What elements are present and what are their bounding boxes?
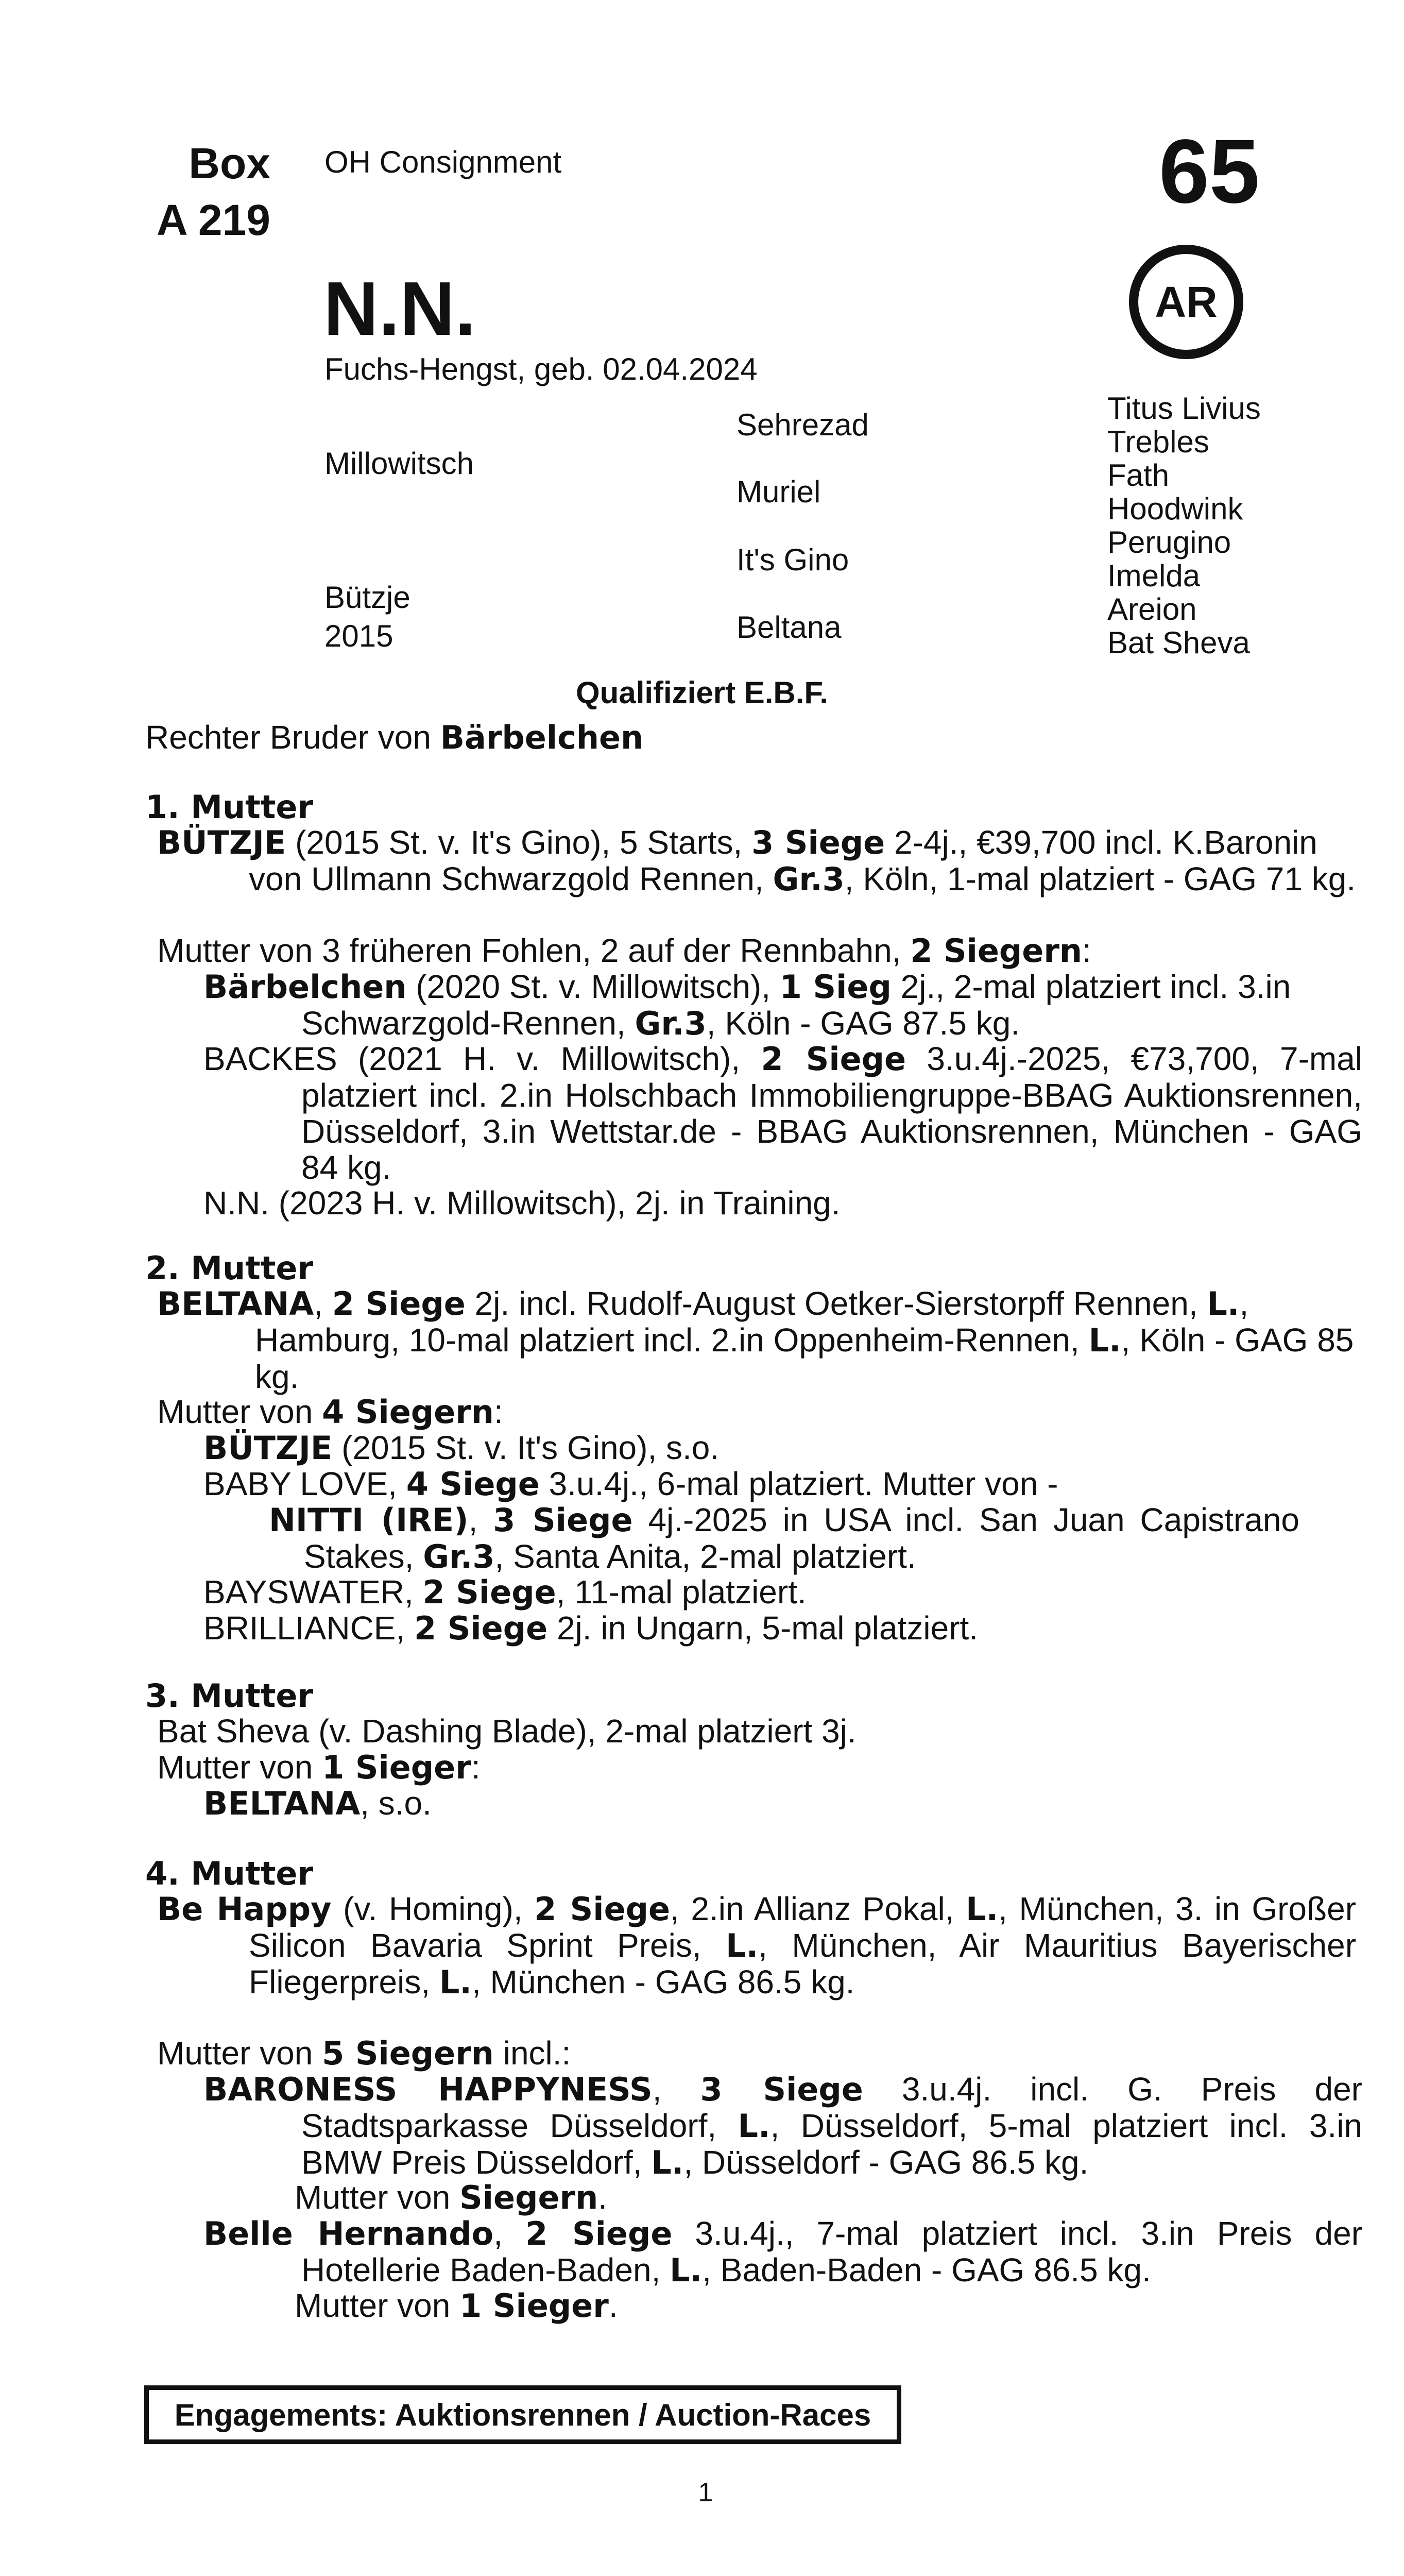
section-4-p1: Be Happy (v. Homing), 2 Siege, 2.in Allianz Pokal, L., München, 3. in Großer Silicon Bavaria Sprint Preis, L., München, Air Mauritius Bayerischer Fliegerpreis, L., München - GAG 86.5 kg.: [157, 1890, 1357, 2001]
ar-badge-text: AR: [1155, 277, 1218, 326]
qualification: Qualifiziert E.B.F.: [576, 675, 829, 710]
section-1-p2: Mutter von 3 früheren Fohlen, 2 auf der Rennbahn, 2 Siegern:: [157, 932, 1091, 970]
consignor: OH Consignment: [324, 145, 562, 179]
section-1-p3: Bärbelchen (2020 St. v. Millowitsch), 1 Sieg 2j., 2-mal platziert incl. 3.in Schwarzgold-Rennen, Gr.3, Köln - GAG 87.5 kg.: [203, 968, 1291, 1042]
pedigree-dam: Bützje: [324, 580, 410, 615]
section-1-p5: N.N. (2023 H. v. Millowitsch), 2j. in Training.: [203, 1184, 841, 1222]
pedigree-ggp-2: Trebles: [1107, 425, 1209, 459]
section-4-p2: Mutter von 5 Siegern incl.:: [157, 2035, 571, 2072]
section-4-p5: Belle Hernando, 2 Siege 3.u.4j., 7-mal platziert incl. 3.in Preis der Hotellerie Baden-Baden, L., Baden-Baden - GAG 86.5 kg.: [203, 2215, 1363, 2289]
pedigree-gp-3: It's Gino: [737, 543, 849, 577]
horse-description: Fuchs-Hengst, geb. 02.04.2024: [324, 352, 758, 386]
pedigree-ggp-8: Bat Sheva: [1107, 625, 1250, 660]
section-2-p1: BELTANA, 2 Siege 2j. incl. Rudolf-August Oetker-Sierstorpff Rennen, L., Hamburg, 10-mal platziert incl. 2.in Oppenheim-Rennen, L., Köln - GAG 85 kg.: [157, 1285, 1354, 1395]
pedigree-gp-2: Muriel: [737, 474, 821, 509]
section-3-p3: BELTANA, s.o.: [203, 1785, 432, 1822]
section-4-p6: Mutter von 1 Sieger.: [295, 2287, 618, 2325]
section-1-heading: 1. Mutter: [145, 788, 314, 826]
section-3-p2: Mutter von 1 Sieger:: [157, 1749, 481, 1786]
page-number: 1: [698, 2478, 713, 2507]
ar-badge: [1129, 245, 1243, 359]
pedigree-ggp-5: Perugino: [1107, 525, 1231, 560]
section-2-p5: NITTI (IRE), 3 Siege 4j.-2025 in USA incl. San Juan Capistrano Stakes, Gr.3, Santa Anita, 2-mal platziert.: [269, 1501, 1300, 1575]
pedigree-ggp-7: Areion: [1107, 592, 1197, 626]
section-2-p4: BABY LOVE, 4 Siege 3.u.4j., 6-mal platziert. Mutter von -: [203, 1465, 1058, 1503]
pedigree-ggp-6: Imelda: [1107, 558, 1201, 593]
sibling-prefix: Rechter Bruder von: [145, 719, 440, 756]
section-2-p3: BÜTZJE (2015 St. v. It's Gino), s.o.: [203, 1429, 720, 1467]
engagements-text: Engagements: Auktionsrennen / Auction-Races: [174, 2397, 871, 2432]
box-line-2: A 219: [156, 196, 270, 244]
section-4-heading: 4. Mutter: [145, 1855, 314, 1892]
box-line-1: Box: [189, 139, 270, 188]
section-2-heading: 2. Mutter: [145, 1249, 314, 1287]
horse-name: N.N.: [323, 266, 476, 351]
pedigree-ggp-1: Titus Livius: [1107, 391, 1261, 426]
section-3-heading: 3. Mutter: [145, 1677, 314, 1715]
section-4-p3: BARONESS HAPPYNESS, 3 Siege 3.u.4j. incl. G. Preis der Stadtsparkasse Düsseldorf, L., Düsseldorf, 5-mal platziert incl. 3.in BMW Preis Düsseldorf, L., Düsseldorf - GAG 86.5 kg.: [203, 2071, 1363, 2181]
section-4-p4: Mutter von Siegern.: [295, 2179, 608, 2216]
pedigree-sire: Millowitsch: [324, 446, 474, 481]
section-2-p6: BAYSWATER, 2 Siege, 11-mal platziert.: [203, 1573, 807, 1611]
pedigree-ggp-4: Hoodwink: [1107, 492, 1243, 526]
section-1-p1: BÜTZJE (2015 St. v. It's Gino), 5 Starts, 3 Siege 2-4j., €39,700 incl. K.Baronin von Ullmann Schwarzgold Rennen, Gr.3, Köln, 1-mal platziert - GAG 71 kg.: [157, 824, 1356, 898]
engagements-box: [144, 2385, 901, 2444]
sibling-name: Bärbelchen: [440, 719, 644, 756]
pedigree-gp-4: Beltana: [737, 610, 842, 645]
section-2-p7: BRILLIANCE, 2 Siege 2j. in Ungarn, 5-mal platziert.: [203, 1609, 979, 1647]
box-label: [129, 135, 270, 248]
sibling-line: [145, 719, 643, 756]
section-1-p4: BACKES (2021 H. v. Millowitsch), 2 Siege 3.u.4j.-2025, €73,700, 7-mal platziert incl. 2.in Holschbach Immobiliengruppe-BBAG Auktionsrennen, Düsseldorf, 3.in Wettstar.de - BBAG Auktionsrennen, München - GAG 84 kg.: [203, 1040, 1363, 1186]
pedigree-gp-1: Sehrezad: [737, 408, 869, 442]
section-2-p2: Mutter von 4 Siegern:: [157, 1393, 503, 1431]
section-3-p1: Bat Sheva (v. Dashing Blade), 2-mal platziert 3j.: [157, 1713, 857, 1750]
pedigree-ggp-3: Fath: [1107, 458, 1170, 493]
pedigree-dam-year: 2015: [324, 619, 393, 653]
lot-number: 65: [1159, 121, 1260, 222]
